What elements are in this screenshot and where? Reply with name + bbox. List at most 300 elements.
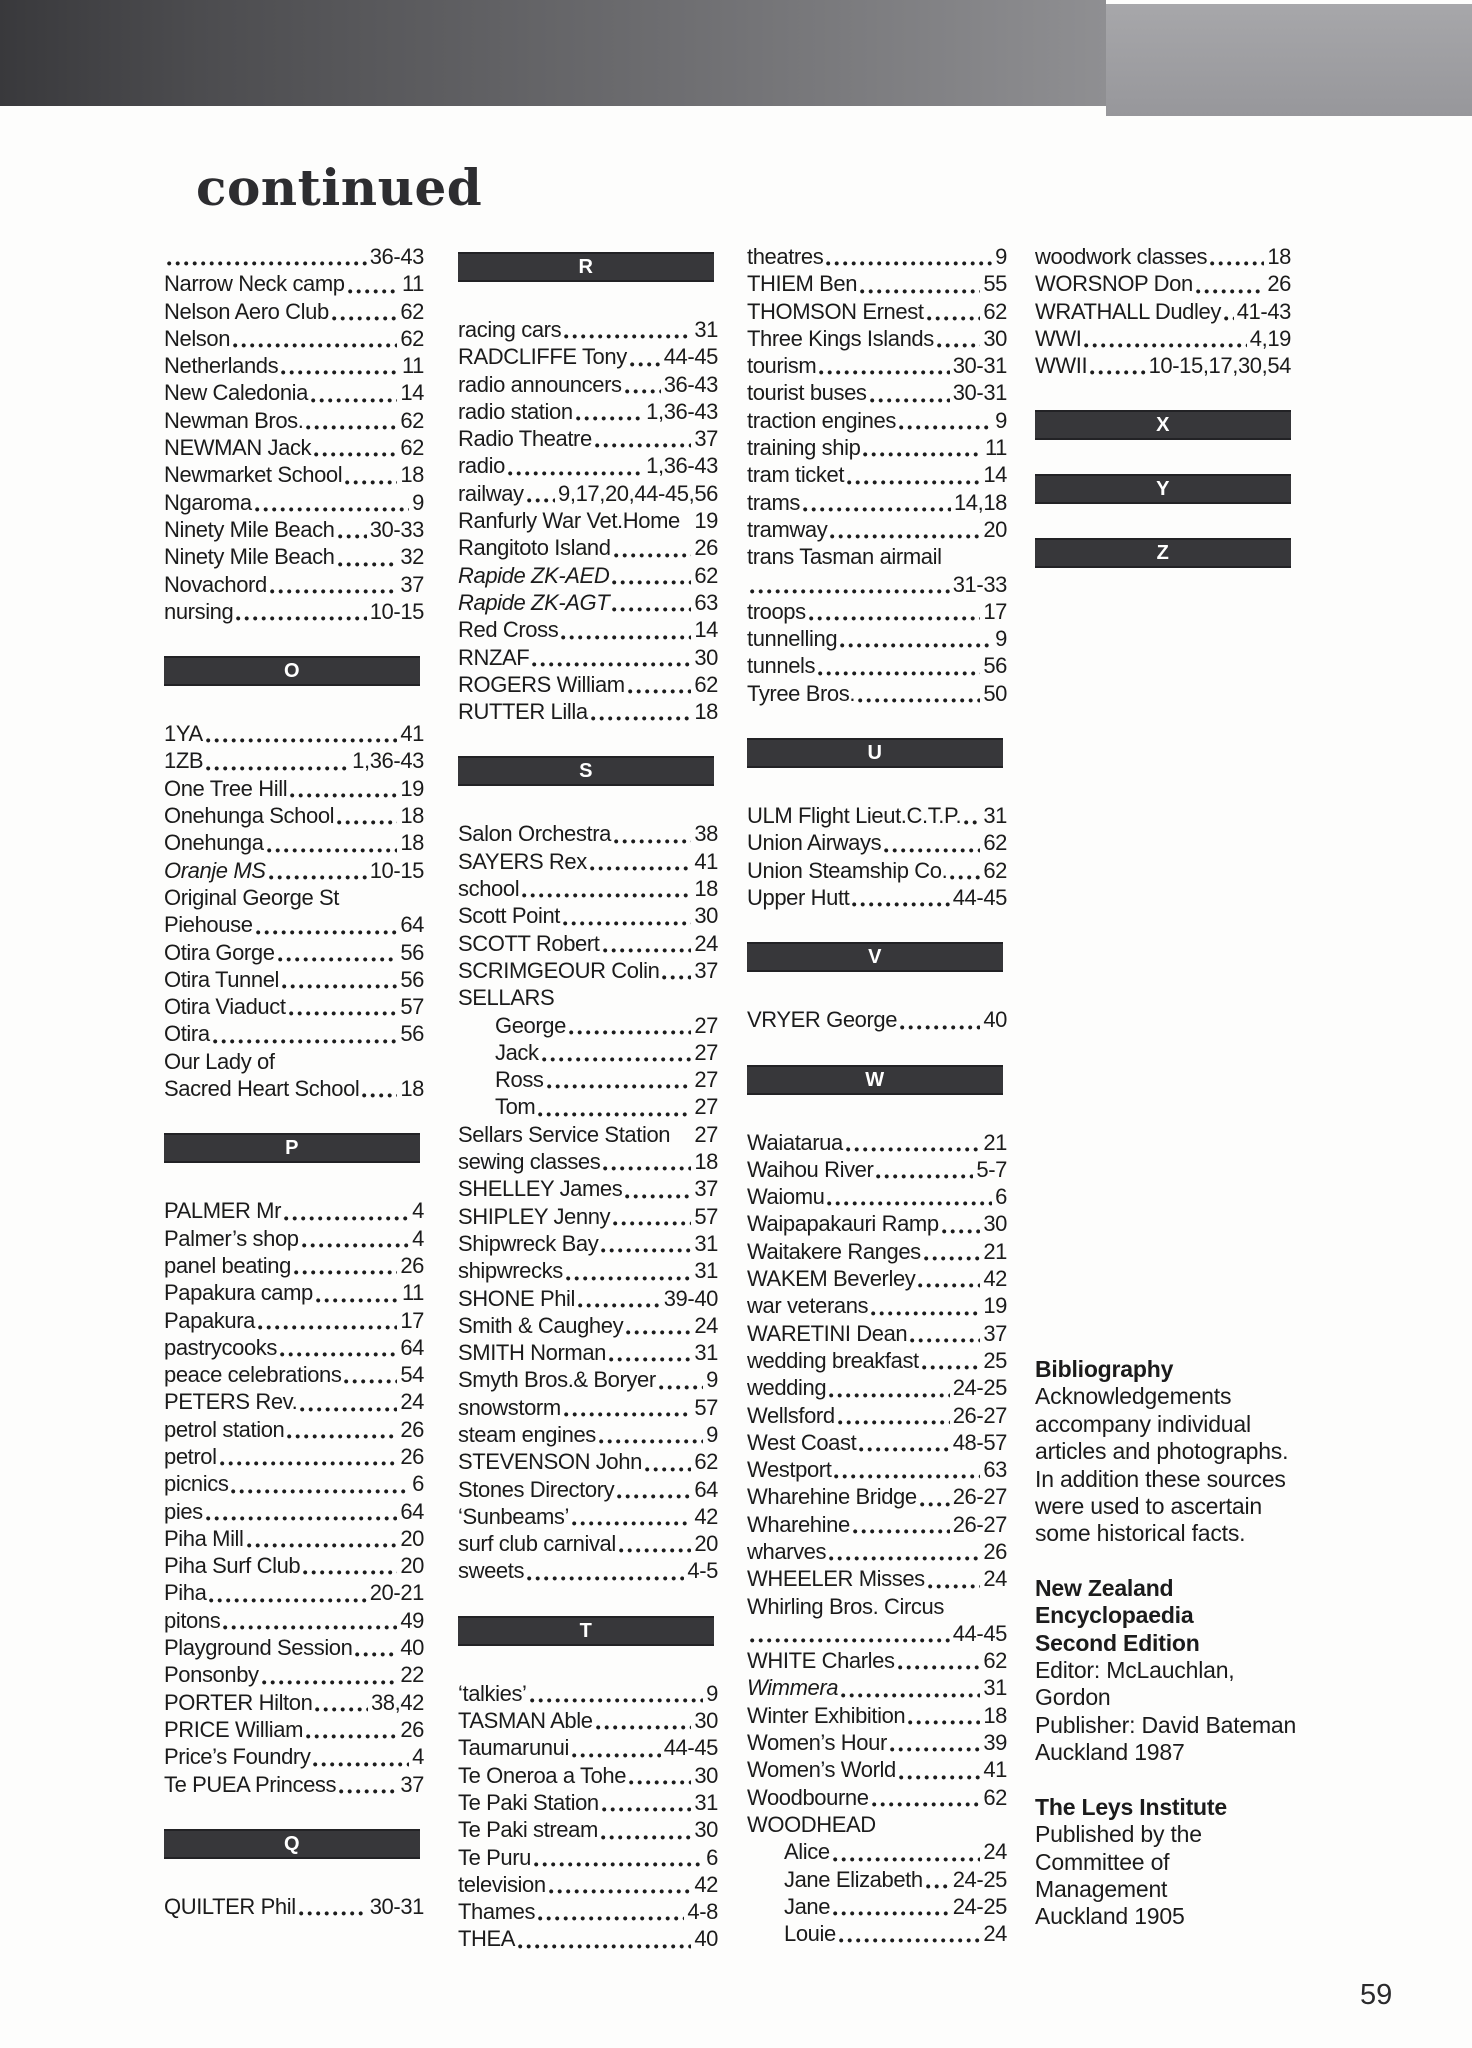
index-entry-label: SMITH Norman [458, 1340, 606, 1366]
section-header-x: X [1035, 410, 1291, 440]
index-entry-page: 57 [694, 1203, 718, 1229]
index-entry-label: WAKEM Beverley [747, 1266, 916, 1292]
dot-leader [564, 334, 691, 339]
index-entry [747, 598, 1007, 625]
index-entry-label: Tyree Bros. [747, 680, 856, 706]
section-header-t: T [458, 1616, 714, 1646]
index-entry-page: 30 [694, 644, 718, 670]
dot-leader [876, 1174, 973, 1179]
index-entry-label: Jane [784, 1893, 831, 1919]
index-entry [458, 1871, 718, 1898]
dot-leader [300, 1407, 397, 1412]
dot-leader [910, 1338, 980, 1343]
index-entry-label: Piha Mill [164, 1525, 244, 1551]
index-entry-label: Stones Directory [458, 1476, 615, 1502]
index-entry-label: PRICE William [164, 1716, 304, 1742]
index-entry [747, 625, 1007, 652]
index-entry-label: Radio Theatre [458, 426, 592, 452]
index-entry [164, 1634, 424, 1661]
index-entry [458, 1476, 718, 1503]
index-entry-page: 37 [400, 1771, 424, 1797]
dot-leader [926, 1884, 950, 1889]
dot-leader [833, 1857, 981, 1862]
index-entry [747, 1729, 1007, 1756]
index-entry-label: Otira [164, 1021, 210, 1047]
index-entry-label: television [458, 1871, 546, 1897]
index-entry-label: SHIPLEY Jenny [458, 1203, 611, 1229]
index-entry-label: Woodbourne [747, 1784, 869, 1810]
index-entry-page: 27 [694, 1012, 718, 1038]
index-entry-label: peace celebrations [164, 1362, 342, 1388]
dot-leader [839, 1938, 980, 1943]
index-entry-page: 64 [400, 912, 424, 938]
dot-leader [872, 1802, 981, 1807]
index-entry [458, 371, 718, 398]
dot-leader [809, 616, 981, 621]
index-entry [747, 857, 1007, 884]
index-entry-label: sweets [458, 1558, 525, 1584]
index-entry-page: 19 [983, 1293, 1007, 1319]
index-entry-page: 30-31 [952, 380, 1007, 406]
index-entry-label: Onehunga [164, 830, 264, 856]
index-entry [458, 1530, 718, 1557]
index-entry-page: 27 [694, 1094, 718, 1120]
index-entry [458, 1366, 718, 1393]
bibliography-source-line: Gordon [1035, 1684, 1111, 1711]
index-entry-label: PETERS Rev. [164, 1389, 298, 1415]
index-entry-label: Union Airways [747, 830, 882, 856]
index-entry-page: 10-15 [369, 857, 424, 883]
index-entry-page: 56 [400, 966, 424, 992]
index-entry-page: 11 [401, 1280, 424, 1306]
index-entry [747, 1374, 1007, 1401]
index-entry-label: One Tree Hill [164, 775, 288, 801]
index-entry [164, 298, 424, 325]
dot-leader [572, 1753, 661, 1758]
index-entry [164, 1579, 424, 1606]
index-entry-label: tunnels [747, 653, 816, 679]
index-entry-label: Onehunga School [164, 803, 335, 829]
index-entry-label: Jack [495, 1039, 539, 1065]
index-entry-page: 57 [400, 994, 424, 1020]
bibliography-source-line: Committee of [1035, 1848, 1170, 1875]
index-entry [164, 489, 424, 516]
index-entry-page: 26 [400, 1443, 424, 1469]
dot-leader [355, 1652, 397, 1657]
index-entry-page: 21 [983, 1238, 1007, 1264]
index-entry [747, 802, 1007, 829]
index-entry-page: 30-33 [369, 516, 424, 542]
index-entry [747, 1238, 1007, 1265]
dot-leader [542, 1057, 692, 1062]
index-entry-label: panel beating [164, 1252, 291, 1278]
index-entry [747, 270, 1007, 297]
dot-leader [247, 1543, 398, 1548]
index-entry-page: 32 [400, 544, 424, 570]
index-entry-label: WORSNOP Don [1035, 271, 1193, 297]
dot-leader [267, 848, 398, 853]
index-entry [458, 644, 718, 671]
bibliography-source-line: Auckland 1987 [1035, 1739, 1185, 1766]
index-entry-label: school [458, 876, 520, 902]
index-entry-page: 26-27 [952, 1511, 1007, 1537]
index-entry [164, 720, 424, 747]
index-entry [164, 775, 424, 802]
dot-leader [838, 1420, 950, 1425]
dot-leader [630, 362, 661, 367]
dot-leader [287, 1434, 397, 1439]
index-entry-label: Te Paki Station [458, 1789, 599, 1815]
index-entry-page: 24 [983, 1921, 1007, 1947]
index-entry-page: 62 [983, 1784, 1007, 1810]
index-entry-label: Waihou River [747, 1156, 874, 1182]
dot-leader [231, 1489, 409, 1494]
index-entry [747, 829, 1007, 856]
index-entry [458, 1762, 718, 1789]
index-entry-page: 14 [694, 617, 718, 643]
index-entry-label: Westport [747, 1457, 832, 1483]
index-entry [747, 571, 1007, 598]
index-entry [164, 1048, 424, 1075]
index-entry-page: 41 [400, 721, 424, 747]
index-column-4 [1035, 243, 1291, 602]
section-header-z: Z [1035, 538, 1291, 568]
index-entry [458, 1925, 718, 1952]
dot-leader [258, 1325, 397, 1330]
index-entry-page: 27 [694, 1121, 718, 1147]
dot-leader [595, 443, 692, 448]
index-entry-label: Te PUEA Princess [164, 1771, 337, 1797]
index-entry-label: Rapide ZK-AED [458, 562, 610, 588]
index-entry [747, 379, 1007, 406]
index-entry-page: 49 [400, 1607, 424, 1633]
index-entry-page: 18 [400, 830, 424, 856]
index-entry-page: 63 [983, 1457, 1007, 1483]
index-entry-page: 63 [694, 589, 718, 615]
entry-gap [670, 1121, 694, 1148]
index-entry [164, 1552, 424, 1579]
index-entry [164, 1252, 424, 1279]
index-entry [747, 1620, 1007, 1647]
index-entry-page: 38,42 [370, 1689, 424, 1715]
index-entry-label: Papakura [164, 1307, 255, 1333]
dot-leader [834, 1474, 980, 1479]
dot-leader [918, 1283, 980, 1288]
index-entry-page: 41 [983, 1757, 1007, 1783]
index-entry-page: 55 [983, 271, 1007, 297]
bibliography-source-line: Editor: McLauchlan, [1035, 1657, 1235, 1684]
bibliography-source-title: New Zealand [1035, 1574, 1174, 1601]
dot-leader [1090, 370, 1145, 375]
index-entry-page: 21 [983, 1129, 1007, 1155]
index-entry [747, 407, 1007, 434]
dot-leader [870, 398, 950, 403]
index-entry-page: 26 [400, 1416, 424, 1442]
index-entry-label: Newmarket School [164, 462, 343, 488]
index-entry [458, 1093, 718, 1120]
index-entry [164, 325, 424, 352]
bibliography-source-line: Management [1035, 1875, 1168, 1902]
index-entry-page: 62 [983, 830, 1007, 856]
index-entry-label: pitons [164, 1607, 221, 1633]
index-entry [458, 1203, 718, 1230]
index-entry [458, 1066, 718, 1093]
dot-leader [236, 616, 366, 621]
index-entry [458, 1312, 718, 1339]
index-entry [164, 243, 424, 270]
index-entry [458, 1285, 718, 1312]
dot-leader [609, 1357, 691, 1362]
index-entry-label: wedding breakfast [747, 1347, 919, 1373]
index-entry-page: 14 [983, 462, 1007, 488]
index-entry-label: WHEELER Misses [747, 1566, 925, 1592]
index-entry [458, 957, 718, 984]
bibliography-line: Acknowledgements [1035, 1383, 1232, 1410]
index-entry-label: Netherlands [164, 353, 279, 379]
dot-leader [908, 1720, 980, 1725]
index-entry-label: snowstorm [458, 1394, 561, 1420]
index-entry-page: 62 [983, 1648, 1007, 1674]
dot-leader [899, 425, 992, 430]
entry-gap [680, 507, 694, 534]
index-entry-label: WWI [1035, 325, 1082, 351]
index-entry-label: Ninety Mile Beach [164, 544, 335, 570]
index-entry-label: SCRIMGEOUR Colin [458, 957, 660, 983]
dot-leader [898, 1665, 981, 1670]
dot-leader [899, 1775, 980, 1780]
index-entry-label: Shipwreck Bay [458, 1230, 599, 1256]
index-entry [458, 1148, 718, 1175]
index-entry [164, 829, 424, 856]
index-entry [164, 434, 424, 461]
index-entry [1035, 325, 1291, 352]
index-entry [164, 1388, 424, 1415]
dot-leader [167, 261, 367, 266]
dot-leader [928, 1584, 981, 1589]
index-entry-page: 18 [694, 1149, 718, 1175]
index-entry-page: 26 [694, 535, 718, 561]
index-entry [164, 1361, 424, 1388]
dot-leader [922, 1365, 981, 1370]
dot-leader [645, 1467, 691, 1472]
index-entry [458, 671, 718, 698]
index-entry [458, 1394, 718, 1421]
index-entry [164, 379, 424, 406]
index-entry-page: 31 [694, 317, 718, 342]
index-entry [458, 1448, 718, 1475]
dot-leader [337, 820, 397, 825]
index-entry-label: tourism [747, 353, 817, 379]
index-entry-label: Original George St [164, 884, 339, 910]
dot-leader [625, 389, 661, 394]
index-entry-page: 26 [400, 1252, 424, 1278]
index-entry-page: 11 [984, 435, 1007, 461]
dot-leader [852, 902, 949, 907]
index-entry-page: 30 [694, 903, 718, 929]
dot-leader [924, 1256, 981, 1261]
dot-leader [750, 589, 950, 594]
dot-leader [338, 562, 398, 567]
section-header-y: Y [1035, 474, 1291, 504]
dot-leader [206, 738, 398, 743]
index-entry-label: Newman Bros. [164, 407, 304, 433]
index-entry-page: 24-25 [952, 1893, 1007, 1919]
index-entry-page: 36-43 [369, 244, 424, 269]
dot-leader [937, 343, 980, 348]
index-entry-label: Taumarunui [458, 1735, 569, 1761]
index-entry [164, 1893, 424, 1920]
index-entry [747, 1183, 1007, 1210]
index-entry-page: 44-45 [663, 1735, 718, 1761]
dot-leader [209, 1598, 366, 1603]
index-entry-label: picnics [164, 1471, 229, 1497]
index-entry-label: Playground Session [164, 1635, 353, 1661]
index-entry-page: 24-25 [952, 1375, 1007, 1401]
index-entry-page: 40 [983, 1007, 1007, 1033]
index-entry-label: Nelson Aero Club [164, 298, 329, 324]
index-entry-page: 4-5 [687, 1558, 718, 1584]
index-entry-label: Union Steamship Co. [747, 857, 948, 883]
index-entry [164, 1416, 424, 1443]
index-entry [458, 562, 718, 589]
index-entry-page: 1,36-43 [352, 748, 424, 774]
dot-leader [840, 643, 992, 648]
index-entry-page: 40 [694, 1926, 718, 1952]
index-entry-page: 36-43 [663, 371, 718, 397]
index-entry-label: petrol [164, 1443, 217, 1469]
index-entry-label: pies [164, 1498, 203, 1524]
dot-leader [1210, 261, 1264, 266]
dot-leader [614, 839, 691, 844]
index-entry-label: ‘talkies’ [458, 1680, 527, 1706]
index-entry-label: 1YA [164, 721, 203, 747]
dot-leader [306, 425, 397, 430]
bibliography-line: accompany individual [1035, 1410, 1251, 1437]
dot-leader [299, 1911, 367, 1916]
index-entry-label: tram ticket [747, 462, 845, 488]
index-entry-page: 62 [400, 435, 424, 461]
index-entry-label: West Coast [747, 1429, 857, 1455]
dot-leader [549, 1889, 692, 1894]
dot-leader [662, 975, 691, 980]
index-entry-page: 48-57 [952, 1429, 1007, 1455]
dot-leader [508, 471, 643, 476]
index-entry [747, 1511, 1007, 1538]
index-entry [1035, 270, 1291, 297]
index-entry-label: Winter Exhibition [747, 1702, 906, 1728]
index-entry [164, 461, 424, 488]
dot-leader [603, 948, 692, 953]
index-entry-label: wedding [747, 1375, 827, 1401]
index-entry-page: 1,36-43 [646, 453, 718, 479]
index-entry-page: 9 [995, 407, 1007, 433]
index-entry-label: racing cars [458, 317, 562, 342]
dot-leader [859, 1447, 949, 1452]
section-header-q: Q [164, 1829, 420, 1859]
dot-leader [313, 1762, 409, 1767]
index-entry [747, 1593, 1007, 1620]
index-entry-page: 18 [400, 1076, 424, 1102]
index-entry [747, 1429, 1007, 1456]
dot-leader [566, 1276, 692, 1281]
dot-leader [270, 589, 398, 594]
index-entry-page: 62 [983, 857, 1007, 883]
index-entry [458, 1012, 718, 1039]
index-entry [164, 1743, 424, 1770]
dot-leader [306, 1734, 397, 1739]
dot-leader [522, 893, 691, 898]
dot-leader [564, 1412, 692, 1417]
section-header-p: P [164, 1133, 420, 1163]
dot-leader [534, 1862, 703, 1867]
index-entry-page: 19 [400, 775, 424, 801]
index-entry [164, 1661, 424, 1688]
index-entry-page: 1,36-43 [646, 398, 718, 424]
dot-leader [269, 875, 367, 880]
index-entry-label: Smyth Bros.& Boryer [458, 1367, 656, 1393]
index-entry [164, 993, 424, 1020]
index-entry-page: 30 [694, 1708, 718, 1734]
index-entry-label: THOMSON Ernest [747, 298, 924, 324]
index-entry [164, 1470, 424, 1497]
index-entry [747, 1893, 1007, 1920]
index-entry [747, 1538, 1007, 1565]
index-entry-label: THIEM Ben [747, 271, 858, 297]
dot-leader [281, 370, 399, 375]
index-entry-label: nursing [164, 598, 234, 624]
section-header-s: S [458, 756, 714, 786]
dot-leader [220, 1461, 398, 1466]
dot-leader [950, 875, 980, 880]
dot-leader [532, 662, 691, 667]
index-entry-label: tunnelling [747, 626, 838, 652]
index-entry [747, 1129, 1007, 1156]
index-entry [458, 1898, 718, 1925]
index-entry [164, 571, 424, 598]
index-entry-label: Nelson [164, 325, 231, 351]
index-entry-label: Louie [784, 1921, 836, 1947]
index-entry-page: 62 [694, 1449, 718, 1475]
index-entry-page: 18 [694, 699, 718, 725]
dot-leader [362, 1093, 397, 1098]
index-entry-label: shipwrecks [458, 1258, 563, 1284]
index-entry [458, 984, 718, 1011]
index-entry-label: Rapide ZK-AGT [458, 589, 610, 615]
index-entry [458, 616, 718, 643]
index-entry [747, 1210, 1007, 1237]
dot-leader [1196, 289, 1265, 294]
dot-leader [617, 1494, 691, 1499]
index-entry-page: 14 [400, 380, 424, 406]
header-gradient-band [0, 0, 1106, 106]
dot-leader [826, 261, 992, 266]
index-entry [164, 352, 424, 379]
bibliography [1035, 1356, 1347, 1931]
index-entry-label: Upper Hutt [747, 884, 850, 910]
dot-leader [601, 1248, 691, 1253]
index-entry-page: 27 [694, 1039, 718, 1065]
dot-leader [829, 1556, 980, 1561]
index-entry-page: 26 [1267, 271, 1291, 297]
index-entry-label: 1ZB [164, 748, 204, 774]
dot-leader [830, 534, 980, 539]
index-entry-page: 26 [400, 1716, 424, 1742]
index-entry-page: 31 [983, 803, 1007, 829]
index-entry-label: Wimmera [747, 1675, 839, 1701]
index-entry-label: WHITE Charles [747, 1648, 895, 1674]
index-entry-label: SELLARS [458, 985, 555, 1011]
dot-leader [576, 416, 644, 421]
